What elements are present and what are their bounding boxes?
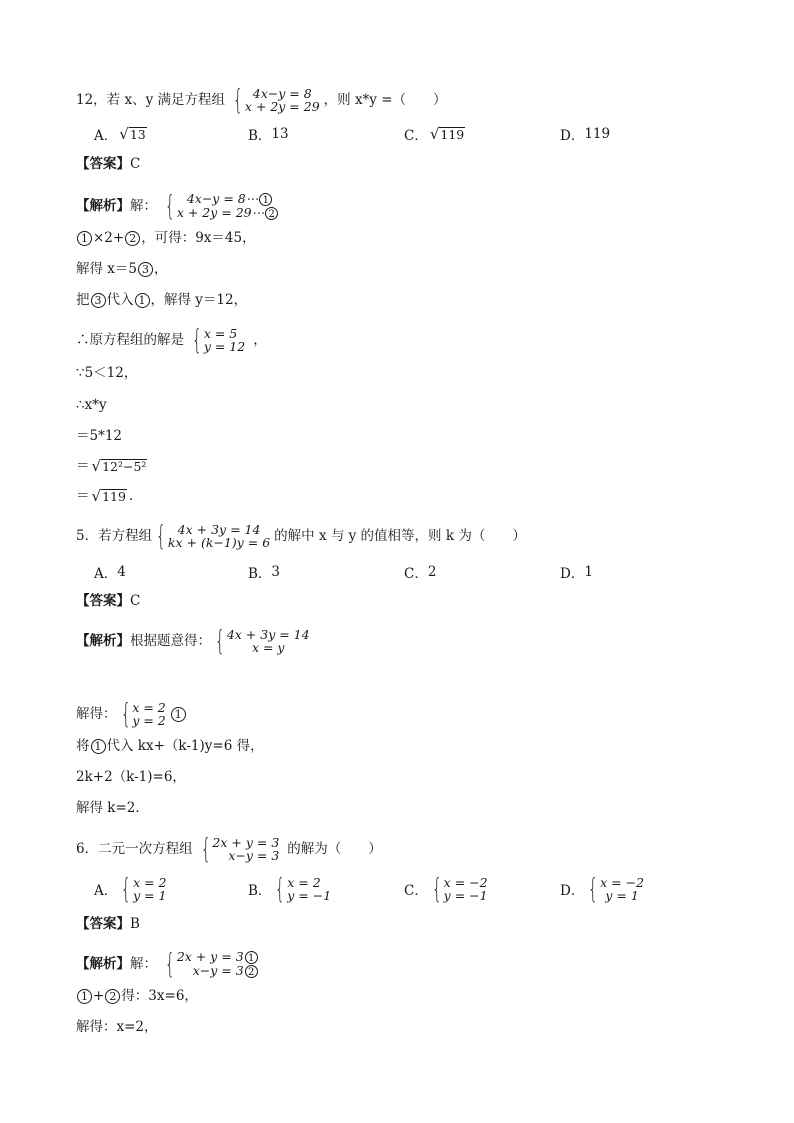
q6-option-d [560,872,645,905]
q5-analysis [76,624,314,657]
brace: { [588,872,599,905]
step-text: 解得 x＝5 [76,261,137,277]
circle-mark: 2 [125,231,140,246]
q6-option-c [404,872,488,905]
option-system [117,872,167,905]
option-letter: D． [560,128,585,144]
q6-option-b [248,872,332,905]
q12-eq1: 4x−y = 8 [252,86,312,101]
option-letter: B． [248,566,272,582]
step-text: ＝ [76,488,90,504]
q5-analysis-system [211,624,310,657]
answer-value: C [130,593,141,609]
answer-tag: 【答案】 [76,156,130,172]
sqrt: √ 119 [429,125,465,143]
q12-stem-post: ，则 x*y =（ ） [323,92,447,108]
sqrt: √ 13 [119,125,146,143]
analysis-tag: 【解析】 [76,633,130,649]
brace: { [121,872,132,905]
eq2: y = 12 [203,339,246,354]
brace: { [165,947,175,980]
q12-stem-pre: 12，若 x、y 满足方程组 [76,92,226,108]
eq1: x = −2 [443,875,488,890]
q6-answer [76,915,140,933]
brace: { [431,872,442,905]
q12-step4 [76,323,267,356]
circle-mark: 1 [135,293,150,308]
brace: { [120,697,131,730]
eq2: y = 1 [605,888,639,903]
q12-stem [76,83,447,116]
q12-answer [76,155,140,173]
brace: { [156,519,166,552]
option-system [271,872,332,905]
q6-analysis-system [161,947,258,980]
step-text: 解得 k=2． [76,800,149,816]
circle-mark: 1 [171,707,186,722]
option-text: 3 [271,564,281,580]
radicand: 119 [102,489,126,504]
brace: { [165,189,175,222]
q5-equation-system [152,519,271,552]
q5-eq2: kx + (k−1)y = 6 [167,535,271,550]
step-text: 将 [76,738,90,754]
answer-tag: 【答案】 [76,593,130,609]
q6-stem [76,832,382,865]
q5-option-b [248,562,280,582]
q5-stem-pre: 5．若方程组 [76,528,153,544]
eq2: x−y = 3 [192,963,244,978]
brace: { [233,83,243,116]
q6-eq2: x−y = 3 [228,848,280,863]
eq2: x = y [251,640,285,655]
brace: { [215,624,225,657]
eq1: x = 2 [132,700,166,715]
brace: { [192,323,202,356]
q12-step6 [76,396,107,414]
option-letter: D． [560,566,585,582]
step-text: . [128,488,134,504]
q5-step4 [76,799,149,817]
circle-mark: 1 [245,951,258,964]
q6-equation-system [197,832,280,865]
analysis-tag: 【解析】 [76,198,130,214]
q6-step2 [76,1018,158,1036]
eq2: y = 1 [133,888,167,903]
answer-value: C [130,156,141,172]
option-letter: C． [404,128,428,144]
circle-mark: 3 [138,262,153,277]
q12-option-a [94,124,149,144]
circle-mark: 1 [77,989,92,1004]
step-text: ∵5＜12， [76,365,138,381]
option-letter: A． [94,128,118,144]
q5-option-c [404,562,436,582]
step-text: ， [154,261,168,277]
q12-option-b [248,124,289,144]
option-text: 119 [584,126,611,142]
eq1: 4x−y = 8⋯ [186,191,259,206]
eq2: x + 2y = 29⋯ [176,205,265,220]
q12-analysis-system [161,189,278,222]
eq1: 2x + y = 3 [176,949,244,964]
analysis-pre: 根据题意得： [130,633,211,649]
q5-option-d [560,562,593,582]
q12-analysis [76,189,282,222]
eq1: x = 5 [203,326,238,341]
step-text: ∴x*y [76,397,107,413]
q6-analysis [76,947,262,980]
option-text: 13 [271,126,289,142]
radicand: 13 [129,127,146,142]
q12-step2 [76,260,168,278]
eq2: y = −1 [287,888,332,903]
brace: { [275,872,286,905]
step-text: ，可得：9x＝45， [141,230,256,246]
q12-step5 [76,364,137,382]
q12-step3 [76,291,247,309]
option-system [428,872,488,905]
circle-mark: 2 [245,965,258,978]
sqrt: √ 12²−5² [91,457,147,475]
q6-stem-pre: 6．二元一次方程组 [76,841,193,857]
q12-step9 [76,487,133,505]
step-text: 把 [76,292,90,308]
option-letter: B． [248,128,272,144]
step-text: ×2+ [93,230,125,246]
step-text: ＝5*12 [76,428,123,444]
q5-answer [76,592,140,610]
step-text: 得：3x=6， [121,988,198,1004]
eq2: y = −1 [443,888,488,903]
step-text: ，解得 y＝12， [150,292,248,308]
q12-step8 [76,457,149,475]
option-letter: C． [404,566,428,582]
q12-step1 [76,229,256,247]
step-text: + [93,988,105,1004]
q6-stem-post: 的解为（ ） [287,841,382,857]
q5-option-a [94,562,126,582]
step-text: 解得：x=2， [76,1019,158,1035]
step-text: ∴原方程组的解是 [76,332,184,348]
q12-option-d [560,124,610,144]
q6-step1 [76,987,198,1005]
eq2: y = 2 [132,713,166,728]
step-text: ＝ [76,458,90,474]
step-text: 代入 [106,292,134,308]
q12-equation-system [229,83,320,116]
eq1: 4x + 3y = 14 [226,627,310,642]
q5-solve [76,697,187,730]
q5-step3 [76,768,186,786]
sqrt: √ 119 [91,487,126,505]
option-text: 2 [427,564,437,580]
step-text: ， [253,332,267,348]
q12-option-c [404,124,467,144]
step-text: 解得： [76,706,117,722]
circle-mark: 1 [259,193,272,206]
circle-mark: 2 [105,989,120,1004]
analysis-pre: 解： [130,956,157,972]
q12-eq2: x + 2y = 29 [244,99,320,114]
q5-step2 [76,737,264,755]
option-letter: A． [94,566,118,582]
circle-mark: 2 [265,207,278,220]
option-letter: B． [248,883,272,899]
radicand: 12²−5² [102,459,147,474]
option-text: 1 [584,564,593,580]
answer-value: B [130,916,140,932]
q5-solve-system [117,697,166,730]
q5-eq1: 4x + 3y = 14 [177,522,261,537]
answer-tag: 【答案】 [76,916,130,932]
option-letter: C． [404,883,428,899]
q6-eq1: 2x + y = 3 [212,835,280,850]
circle-mark: 1 [77,231,92,246]
analysis-pre: 解： [130,198,157,214]
eq1: x = 2 [287,875,321,890]
option-letter: A． [94,883,118,899]
brace: { [200,832,211,865]
circle-mark: 3 [91,293,106,308]
eq1: x = 2 [133,875,167,890]
q5-stem [76,519,526,552]
circle-mark: 1 [91,739,106,754]
step-text: 2k+2（k-1)=6， [76,769,186,785]
analysis-tag: 【解析】 [76,956,130,972]
q12-solution-system [188,323,246,356]
q12-step7 [76,427,122,445]
eq1: x = −2 [600,875,645,890]
option-letter: D． [560,883,585,899]
option-text: 4 [117,564,126,580]
q5-stem-post: 的解中 x 与 y 的值相等，则 k 为（ ） [274,528,526,544]
step-text: 代入 kx+（k-1)y=6 得， [106,738,264,754]
option-system [584,872,645,905]
q6-option-a [94,872,167,905]
radicand: 119 [440,127,465,142]
